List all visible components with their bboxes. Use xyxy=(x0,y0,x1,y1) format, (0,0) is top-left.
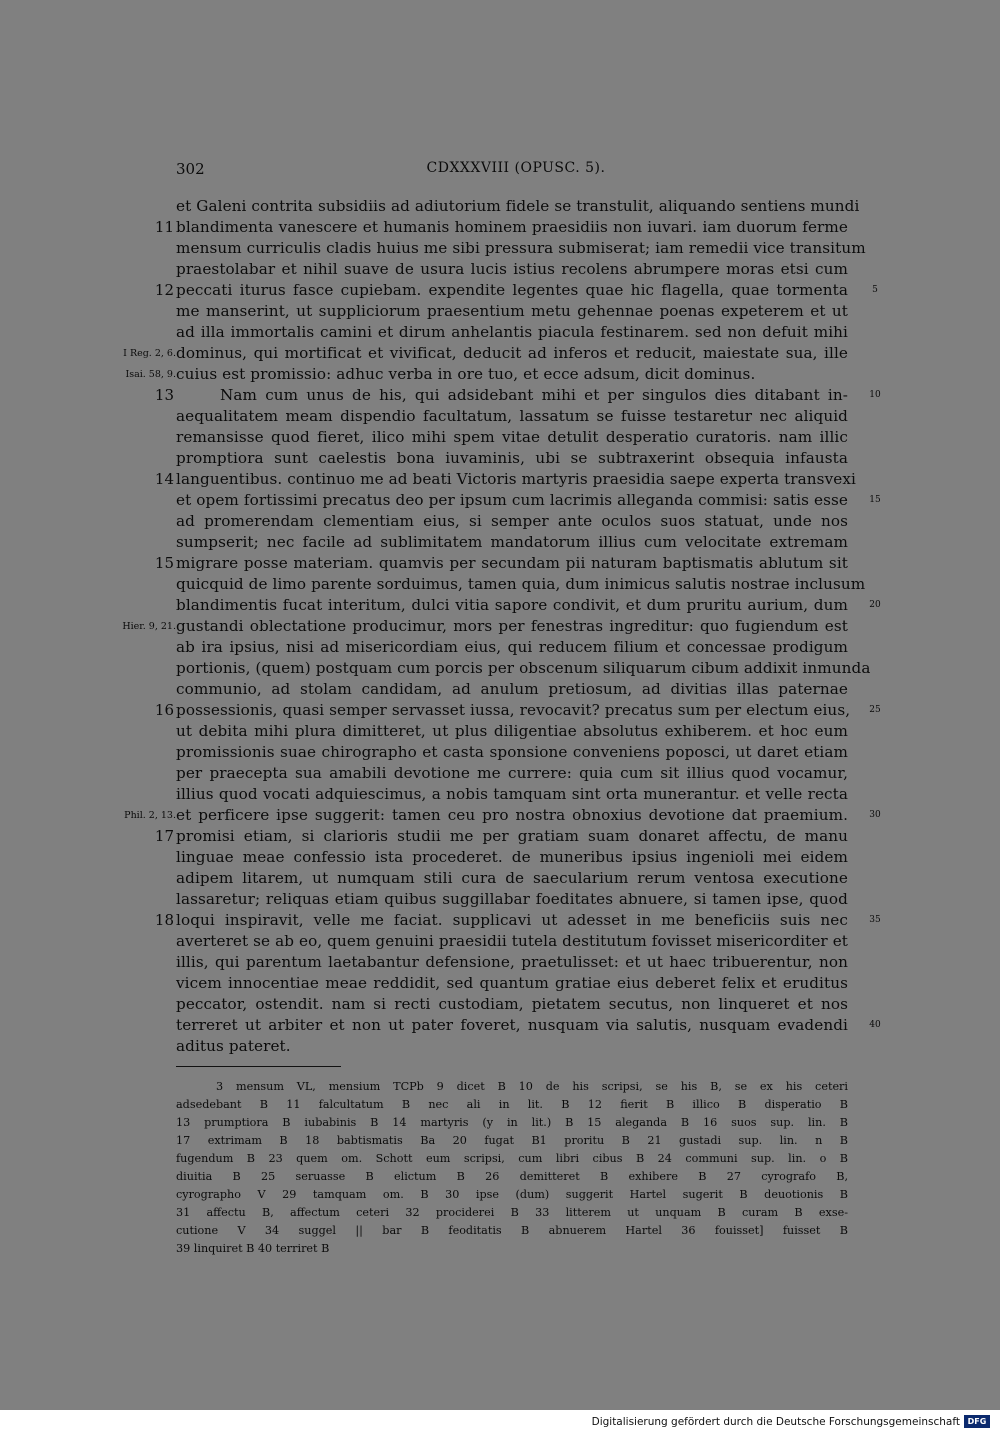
text-line: quicquid de limo parente sorduimus, tamen quia, dum inimicus salutis nostrae inclusum xyxy=(176,575,866,593)
text-line: promisi etiam, si clarioris studii me per gratiam suam donaret affectu, de manu xyxy=(176,827,848,845)
text-line: blandimenta vanescere et humanis hominem praesidiis non iuvari. iam duorum ferme xyxy=(176,218,848,236)
text-line: blandimentis fucat interitum, dulci vitia sapore condivit, et dum pruritu aurium, dum xyxy=(176,596,848,614)
line-number: 40 xyxy=(869,1020,881,1030)
text-line: ut debita mihi plura dimitteret, ut plus diligentiae absolutus exhiberem. et hoc eum xyxy=(176,722,848,740)
text-line: mensum curriculis cladis huius me sibi pressura submiserat; iam remedii vice transitum xyxy=(176,239,866,257)
footer-bar xyxy=(0,1410,1000,1434)
section-number: 17 xyxy=(154,827,174,845)
running-title: CDXXXVIII (OPUSC. 5). xyxy=(426,160,606,176)
section-number: 18 xyxy=(154,911,174,929)
margin-reference: I Reg. 2, 6. xyxy=(123,348,176,359)
text-line: adipem litarem, ut numquam stili cura de saecularium rerum ventosa executione xyxy=(176,869,848,887)
section-number: 12 xyxy=(154,281,174,299)
text-line: lassaretur; reliquas etiam quibus suggillabar foeditates abnuere, si tamen ipse, quod xyxy=(176,890,848,908)
text-line: Nam cum unus de his, qui adsidebant mihi et per singulos dies ditabant in- xyxy=(220,386,848,404)
section-number: 14 xyxy=(154,470,174,488)
section-number: 15 xyxy=(154,554,174,572)
text-line: vicem innocentiae meae reddidit, sed quantum gratiae eius deberet felix et eruditus xyxy=(176,974,848,992)
line-number: 10 xyxy=(869,390,881,400)
footnote-line: adsedebant B 11 falcultatum B nec ali in lit. B 12 fierit B illico B disperatio B xyxy=(176,1098,848,1111)
text-line: sumpserit; nec facile ad sublimitatem mandatorum illius cum velocitate extremam xyxy=(176,533,848,551)
dfg-logo: DFG xyxy=(964,1415,990,1428)
text-line: peccator, ostendit. nam si recti custodiam, pietatem secutus, non linqueret et nos xyxy=(176,995,848,1013)
footnote-line: cutione V 34 suggel || bar B feoditatis B abnuerem Hartel 36 fouisset] fuisset B xyxy=(176,1224,848,1237)
line-number: 20 xyxy=(869,600,881,610)
text-line: illius quod vocati adquiescimus, a nobis tamquam sint orta munerantur. et velle recta xyxy=(176,785,848,803)
section-number: 13 xyxy=(154,386,174,404)
text-line: languentibus. continuo me ad beati Victoris martyris praesidia saepe experta transvexi xyxy=(176,470,856,488)
footnote-line: 13 prumptiora B iubabinis B 14 martyris (y in lit.) B 15 aleganda B 16 suos sup. lin. B xyxy=(176,1116,848,1129)
text-line: portionis, (quem) postquam cum porcis per obscenum siliquarum cibum addixit inmunda xyxy=(176,659,871,677)
page-header xyxy=(176,160,856,182)
text-line: praestolabar et nihil suave de usura lucis istius recolens abrumpere moras etsi cum xyxy=(176,260,848,278)
text-line: ab ira ipsius, nisi ad misericordiam eius, qui reducem filium et concessae prodigum xyxy=(176,638,848,656)
line-number: 30 xyxy=(869,810,881,820)
text-line: remansisse quod fieret, ilico mihi spem vitae detulit desperatio curatoris. nam illic xyxy=(176,428,848,446)
text-line: averteret se ab eo, quem genuini praesidii tutela destitutum fovisset misericorditer et xyxy=(176,932,848,950)
line-number: 5 xyxy=(872,285,878,295)
line-number: 15 xyxy=(869,495,881,505)
text-line: aequalitatem meam dispendio facultatum, lassatum se fuisse testaretur nec aliquid xyxy=(176,407,848,425)
text-line: communio, ad stolam candidam, ad anulum pretiosum, ad divitias illas paternae xyxy=(176,680,848,698)
text-line: aditus pateret. xyxy=(176,1037,291,1055)
text-line: dominus, qui mortificat et vivificat, deducit ad inferos et reducit, maiestate sua, ille xyxy=(176,344,848,362)
text-line: promissionis suae chirographo et casta sponsione conveniens poposci, ut daret etiam xyxy=(176,743,848,761)
line-number: 35 xyxy=(869,915,881,925)
text-line: cuius est promissio: adhuc verba in ore tuo, et ecce adsum, dicit dominus. xyxy=(176,365,756,383)
footnote-rule xyxy=(176,1066,341,1067)
footnote-line: 31 affectu B, affectum ceteri 32 prociderei B 33 litterem ut unquam B curam B exse- xyxy=(176,1206,848,1219)
footnote-line: cyrographo V 29 tamquam om. B 30 ipse (dum) suggerit Hartel sugerit B deuotionis B xyxy=(176,1188,848,1201)
footnote-line: 3 mensum VL, mensium TCPb 9 dicet B 10 de his scripsi, se his B, se ex his ceteri xyxy=(216,1080,848,1093)
text-line: peccati iturus fasce cupiebam. expendite legentes quae hic flagella, quae tormenta xyxy=(176,281,848,299)
margin-reference: Phil. 2, 13. xyxy=(124,810,176,821)
text-line: possessionis, quasi semper servasset iussa, revocavit? precatus sum per electum eius, xyxy=(176,701,851,719)
text-line: loqui inspiravit, velle me faciat. supplicavi ut adesset in me beneficiis suis nec xyxy=(176,911,848,929)
text-line: promptiora sunt caelestis bona iuvaminis, ubi se subtraxerint obsequia infausta xyxy=(176,449,848,467)
text-line: ad illa immortalis camini et dirum anhelantis piacula festinarem. sed non defuit mihi xyxy=(176,323,848,341)
section-number: 16 xyxy=(154,701,174,719)
text-line: et opem fortissimi precatus deo per ipsum cum lacrimis alleganda commisi: satis esse xyxy=(176,491,848,509)
text-line: linguae meae confessio ista procederet. de muneribus ipsius ingenioli mei eidem xyxy=(176,848,848,866)
footnote-line: 17 extrimam B 18 babtismatis Ba 20 fugat B1 proritu B 21 gustadi sup. lin. n B xyxy=(176,1134,848,1147)
margin-reference: Isai. 58, 9. xyxy=(125,369,176,380)
text-line: per praecepta sua amabili devotione me currere: quia cum sit illius quod vocamur, xyxy=(176,764,848,782)
section-number: 11 xyxy=(154,218,174,236)
line-number: 25 xyxy=(869,705,881,715)
footnote-line: 39 linquiret B 40 terriret B xyxy=(176,1242,330,1255)
text-line: gustandi oblectatione producimur, mors per fenestras ingreditur: quo fugiendum est xyxy=(176,617,848,635)
text-line: et perficere ipse suggerit: tamen ceu pro nostra obnoxius devotione dat praemium. xyxy=(176,806,848,824)
text-line: illis, qui parentum laetabantur defensione, praetulisset: et ut haec tribuerentur, non xyxy=(176,953,848,971)
text-line: ad promerendam clementiam eius, si semper ante oculos suos statuat, unde nos xyxy=(176,512,848,530)
text-line: me manserint, ut suppliciorum praesentium metu gehennae poenas expeterem et ut xyxy=(176,302,848,320)
text-line: migrare posse materiam. quamvis per secundam pii naturam baptismatis ablutum sit xyxy=(176,554,848,572)
footnote-line: fugendum B 23 quem om. Schott eum scripsi, cum libri cibus B 24 communi sup. lin. o B xyxy=(176,1152,848,1165)
text-line: terreret ut arbiter et non ut pater foveret, nusquam via salutis, nusquam evadendi xyxy=(176,1016,848,1034)
text-line: et Galeni contrita subsidiis ad adiutorium fidele se transtulit, aliquando sentiens mundi xyxy=(176,197,860,215)
footnote-line: diuitia B 25 seruasse B elictum B 26 demitteret B exhibere B 27 cyrografo B, xyxy=(176,1170,848,1183)
margin-reference: Hier. 9, 21. xyxy=(122,621,176,632)
funding-credit: Digitalisierung gefördert durch die Deutsche Forschungsgemeinschaft xyxy=(591,1416,960,1428)
page-number: 302 xyxy=(176,160,205,178)
